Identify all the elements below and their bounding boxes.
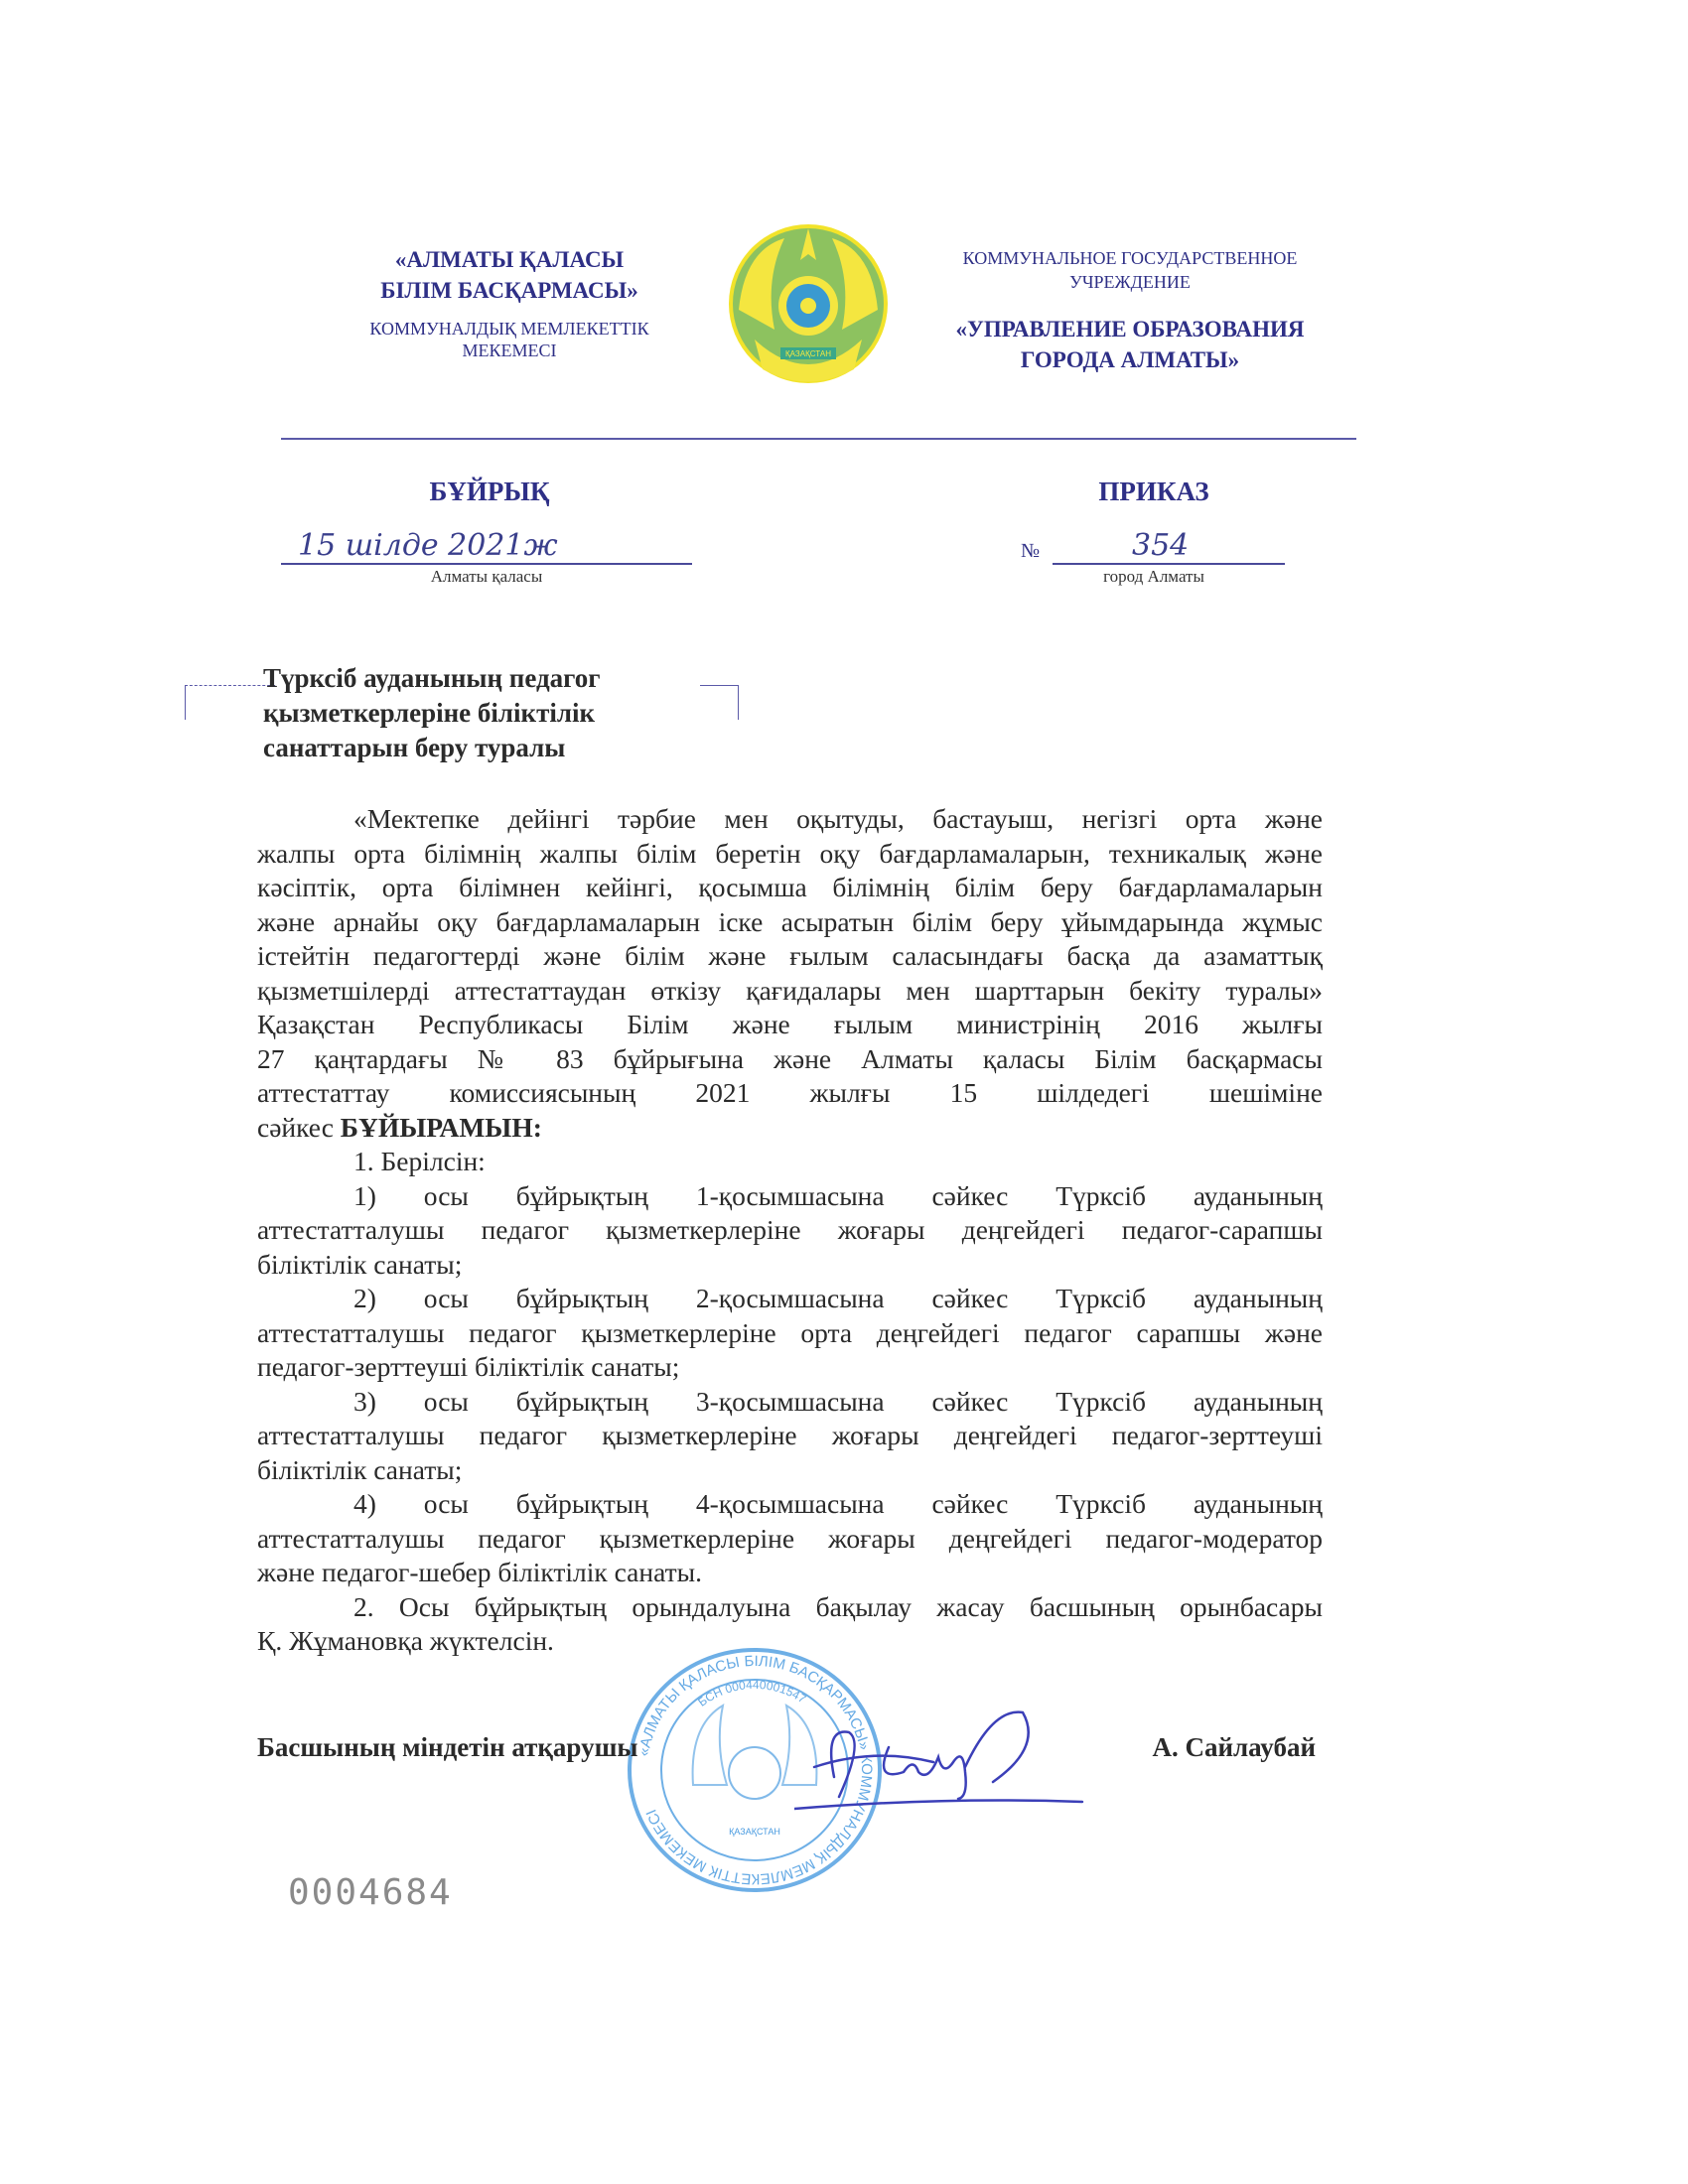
body-line: педагог-зерттеуші біліктілік санаты;	[257, 1351, 680, 1382]
body-line: аттестатталушы педагог қызметкерлеріне жоғары деңгейдегі педагог-сарапшы	[257, 1214, 1323, 1245]
ru-type-line: УЧРЕЖДЕНИЕ	[1069, 272, 1191, 292]
order-number-handwritten: 354	[1132, 528, 1190, 563]
stamp-text: «АЛМАТЫ ҚАЛАСЫ БІЛІМ БАСҚАРМАСЫ» КОММУНАЛДЫҚ МЕМЛЕКЕТТІК МЕКЕМЕСІ	[634, 1652, 876, 1888]
order-title-ru: ПРИКАЗ	[1098, 477, 1209, 506]
body-line: Қ. Жұмановқа жүктелсін.	[257, 1625, 554, 1656]
kz-organization-name	[380, 244, 637, 306]
place-kz: Алматы қаласы	[430, 567, 543, 586]
ru-org-line: ГОРОДА АЛМАТЫ»	[1020, 347, 1240, 372]
body-line: аттестатталушы педагог қызметкерлеріне жоғары деңгейдегі педагог-модератор	[257, 1522, 1323, 1554]
serial-number: 0004684	[288, 1872, 453, 1913]
state-emblem-icon	[725, 220, 892, 387]
ru-organization-name	[956, 314, 1305, 375]
ru-organization-type	[963, 246, 1298, 294]
body-line: 1) осы бұйрықтың 1-қосымшасына сәйкес Түрксіб ауданының	[353, 1179, 1323, 1211]
body-line: 2) осы бұйрықтың 2-қосымшасына сәйкес Түрксіб ауданының	[353, 1283, 1323, 1313]
subject-line: Түрксіб ауданының педагог	[263, 663, 601, 693]
subject-line: санаттарын беру туралы	[263, 733, 566, 762]
body-line: біліктілік санаты;	[257, 1248, 463, 1280]
body-line: қызметшілерді аттестаттаудан өткізу қағидалары мен шарттарын бекіту туралы»	[257, 974, 1323, 1006]
body-line: «Мектепке дейінгі тәрбие мен оқытуды, бастауыш, негізгі орта және	[353, 803, 1323, 834]
order-title-kz: БҰЙРЫҚ	[429, 477, 550, 506]
body-line: істейтін педагогтерді және білім және ғылым саласындағы басқа да азаматтық	[257, 940, 1323, 971]
body-line: 27 қаңтардағы № 83 бұйрығына және Алматы қаласы Білім басқармасы	[257, 1042, 1323, 1074]
subject-bracket-left	[185, 685, 275, 720]
body-line: аттестатталушы педагог қызметкерлеріне жоғары деңгейдегі педагог-зерттеуші	[257, 1420, 1323, 1450]
decree-word: БҰЙЫРАМЫН:	[340, 1111, 542, 1143]
body-line: Қазақстан Республикасы Білім және ғылым министрінің 2016 жылғы	[257, 1009, 1323, 1039]
body-line: біліктілік санаты;	[257, 1453, 463, 1485]
body-line: кәсіптік, орта білімнен кейінгі, қосымша білімнің білім беру бағдарламаларын	[257, 872, 1323, 902]
stamp-bin: БСН 000440001547	[695, 1677, 809, 1709]
order-subject	[263, 661, 601, 765]
body-line: жалпы орта білімнің жалпы білім беретін оқу бағдарламаларын, техникалық және	[257, 837, 1323, 869]
stamp-center-text: ҚАЗАҚСТАН	[729, 1827, 780, 1837]
number-sign: №	[1021, 540, 1041, 562]
header-divider	[281, 438, 1356, 440]
body-line: 2. Осы бұйрықтың орындалуына бақылау жасау басшының орынбасары	[353, 1590, 1323, 1622]
body-line: 3) осы бұйрықтың 3-қосымшасына сәйкес Түрксіб ауданының	[353, 1385, 1323, 1417]
body-line: және арнайы оқу бағдарламаларын іске асыратын білім беру ұйымдарында жұмыс	[257, 905, 1323, 937]
place-ru: город Алматы	[1103, 567, 1204, 586]
subject-bracket-right	[700, 685, 739, 720]
kz-organization-type	[369, 318, 648, 361]
body-line: 4) осы бұйрықтың 4-қосымшасына сәйкес Түрксіб ауданының	[353, 1488, 1323, 1519]
date-underline	[281, 563, 692, 565]
body-line: аттестатталушы педагог қызметкерлеріне орта деңгейдегі педагог сарапшы және	[257, 1316, 1323, 1348]
signatory-name: А. Сайлаубай	[1152, 1732, 1316, 1762]
svg-text:БСН 000440001547	[695, 1678, 808, 1709]
kz-type-line: МЕКЕМЕСІ	[462, 341, 557, 360]
subject-line: қызметкерлеріне біліктілік	[263, 698, 596, 728]
emblem-text: ҚАЗАҚСТАН	[785, 349, 831, 358]
ru-type-line: КОММУНАЛЬНОЕ ГОСУДАРСТВЕННОЕ	[962, 248, 1298, 268]
kz-org-line: БІЛІМ БАСҚАРМАСЫ»	[380, 278, 638, 303]
kz-type-line: КОММУНАЛДЫҚ МЕМЛЕКЕТТІК	[369, 319, 649, 339]
handwritten-signature-icon	[794, 1688, 1092, 1817]
body-line: және педагог-шебер біліктілік санаты.	[257, 1557, 702, 1587]
body-line: 1. Берілсін:	[353, 1146, 486, 1176]
ru-org-line: «УПРАВЛЕНИЕ ОБРАЗОВАНИЯ	[955, 317, 1305, 341]
number-underline	[1053, 563, 1285, 565]
body-line: аттестаттау комиссиясының 2021 жылғы 15 шілдедегі шешіміне	[257, 1077, 1323, 1108]
decree-prefix: сәйкес	[257, 1111, 341, 1143]
order-date-handwritten: 15 шілде 2021ж	[298, 528, 558, 563]
signatory-position: Басшының міндетін атқарушы	[257, 1732, 638, 1762]
kz-org-line: «АЛМАТЫ ҚАЛАСЫ	[394, 247, 625, 272]
decree-line	[257, 1111, 1323, 1146]
